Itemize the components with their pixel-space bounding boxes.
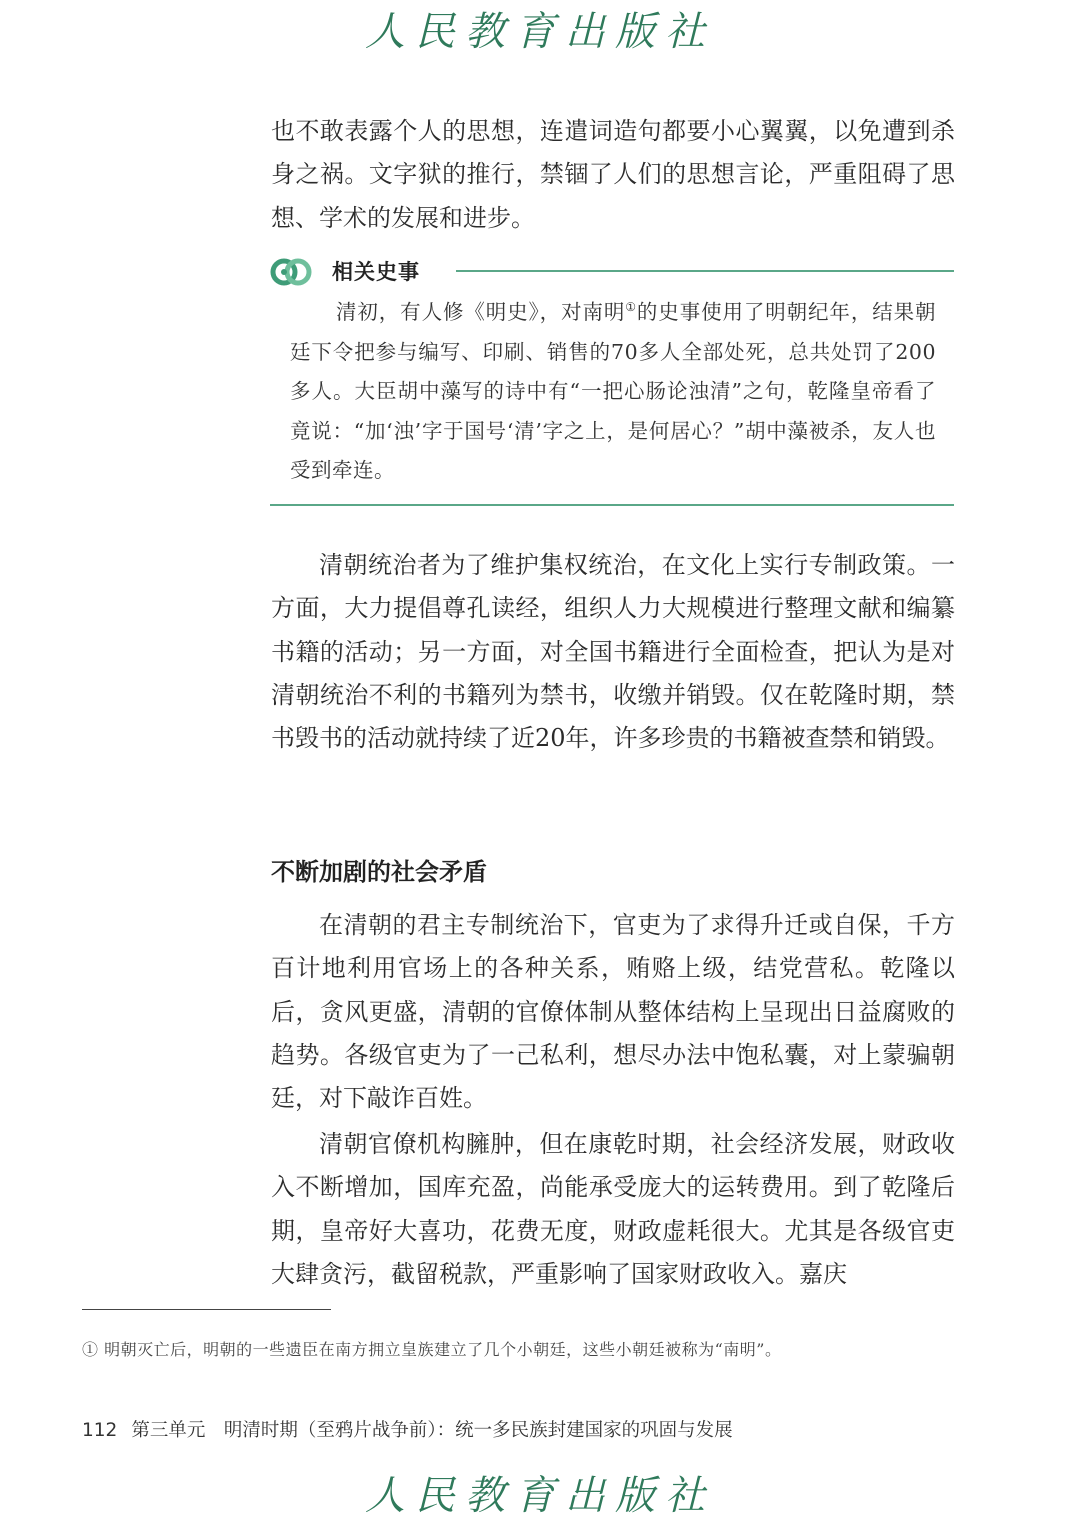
publisher-watermark-bottom: 人民教育出版社 [365,1473,715,1519]
footnote-rule [82,1309,331,1310]
sidebar-bottom-rule [270,504,954,506]
section-title: 不断加剧的社会矛盾 [271,857,487,886]
publisher-watermark-top: 人民教育出版社 [365,9,715,55]
footnote: ① 明朝灭亡后，明朝的一些遗臣在南方拥立皇族建立了几个小朝廷，这些小朝廷被称为“南明”。 [82,1340,782,1359]
paragraph-culture-policy: 清朝统治者为了维护集权统治，在文化上实行专制政策。一方面，大力提倡尊孔读经，组织人力大规模进行整理文献和编纂书籍的活动；另一方面，对全国书籍进行全面检查，把认为是对清朝统治不利的书籍列为禁书，收缴并销毁。仅在乾隆时期，禁书毁书的活动就持续了近20年，许多珍贵的书籍被查禁和销毁。 [271,551,955,753]
paragraph-continuation: 也不敢表露个人的思想，连遣词造句都要小心翼翼，以免遭到杀身之祸。文字狱的推行，禁锢了人们的思想言论，严重阻碍了思想、学术的发展和进步。 [271,117,955,232]
related-history-title: 相关史事 [332,260,420,284]
sidebar-text-part2: 的史事使用了明朝纪年，结果朝廷下令把参与编写、印刷、销售的70多人全部处死，总共处罚了200多人。大臣胡中藻写的诗中有“一把心肠论浊清”之句，乾隆皇帝看了竟说：“加‘浊’字于国号‘清’字之上，是何居心？”胡中藻被杀，友人也受到牵连。 [290,300,937,482]
unit-title: 第三单元 明清时期（至鸦片战争前）：统一多民族封建国家的巩固与发展 [131,1420,733,1441]
footnote-marker: ① [625,300,637,315]
sidebar-top-rule [456,270,954,272]
paragraph-finance: 清朝官僚机构臃肿，但在康乾时期，社会经济发展，财政收入不断增加，国库充盈，尚能承受庞大的运转费用。到了乾隆后期，皇帝好大喜功，花费无度，财政虚耗很大。尤其是各级官吏大肆贪污，截留税款，严重影响了国家财政收入。嘉庆 [271,1130,955,1288]
related-history-text [290,293,936,491]
related-history-icon [270,252,312,292]
related-history-box [270,250,954,506]
page-number: 112 [82,1420,118,1441]
page-footer [82,1416,733,1442]
sidebar-text-part1: 清初，有人修《明史》，对南明 [336,300,626,324]
paragraph-corruption: 在清朝的君主专制统治下，官吏为了求得升迁或自保，千方百计地利用官场上的各种关系，贿赂上级，结党营私。乾隆以后，贪风更盛，清朝的官僚体制从整体结构上呈现出日益腐败的趋势。各级官吏为了一己私利，想尽办法中饱私囊，对上蒙骗朝廷，对下敲诈百姓。 [271,911,955,1113]
